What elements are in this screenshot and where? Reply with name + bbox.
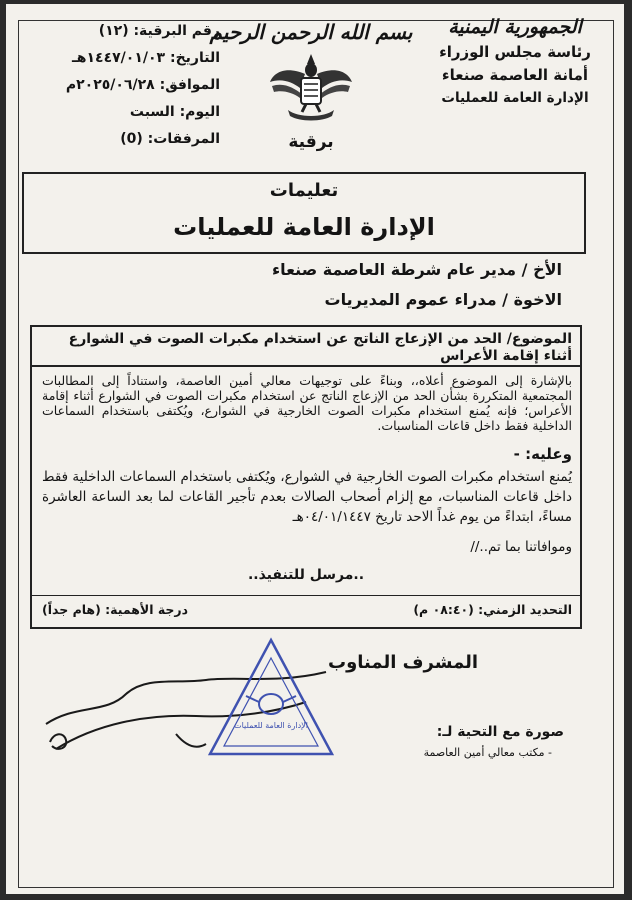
body-paragraph-2: يُمنع استخدام مكبرات الصوت الخارجية في الشوارع، ويُكتفى باستخدام السماعات الداخلية فقط داخل قاعات المناسبات، مع إلزام أصحاب الصالات بعدم تأجير القاعات لما بعد الساعة العاشرة مساءً، ابتداءً من يوم غداً الاحد تاريخ ٠٤/٠١/١٤٤٧هـ [42,469,572,525]
day-field: اليوم: السبت [129,104,220,120]
svg-text:الإدارة العامة للعمليات: الإدارة العامة للعمليات [234,721,308,730]
addressee-2: الاخوة / مدراء عموم المديريات [324,290,562,309]
body-box [30,325,582,629]
document-type-label: برقية [288,132,334,152]
hijri-date: التاريخ: ١٤٤٧/٠١/٠٣هـ [72,50,220,66]
copy-to-item: - مكتب معالي أمين العاصمة [423,746,552,759]
supervisor-title: المشرف المناوب [328,652,479,673]
header-emblem-block [206,20,416,152]
body-footer-row [32,595,580,626]
document-page [6,4,624,894]
header-ministry-block [420,16,610,106]
cabinet-name: رئاسة مجلس الوزراء [439,43,591,61]
attachments-field: المرفقات: (0) [120,131,220,147]
copy-to-label: صورة مع التحية لـ: [436,724,564,740]
body-paragraph-1: بالإشارة إلى الموضوع أعلاه،، وبناءً على توجيهات معالي أمين العاصمة، واستناداً إلى المطالبات المجتمعية المتكررة بشأن الحد من الإزعاج الناتج عن استخدام مكبرات الصوت في الشوارع أثناء إقامة الأعراس؛ فإنه يُمنع استخدام مكبرات الصوت الخارجية في الشوارع، ويُكتفى باستخدام السماعات الداخلية فقط داخل قاعات المناسبات. [42,373,572,433]
addressee-1: الأخ / مدير عام شرطة العاصمة صنعاء [271,260,562,279]
header-meta-block [20,18,220,153]
subject-line: الموضوع/ الحد من الإزعاج الناتج عن استخدام مكبرات الصوت في الشوارع أثناء إقامة الأعراس [32,327,580,367]
title-box [22,172,586,254]
time-designation: التحديد الزمني: (٠٨:٤٠ م) [413,602,572,617]
title-department: الإدارة العامة للعمليات [173,213,435,241]
closing-line: وموافاتنا بما تم..// [470,539,572,555]
operations-department: الإدارة العامة للعمليات [441,90,589,106]
basmala: بسم الله الرحمن الرحيم [209,20,413,44]
title-instructions: تعليمات [269,180,339,201]
yemen-eagle-emblem-icon [266,48,356,130]
therefore-heading: وعليه: - [513,445,572,463]
importance-level: درجة الأهمية: (هام جداً) [42,602,189,617]
telegram-number: رقم البرقية: (١٢) [98,23,220,39]
gregorian-date: الموافق: ٢٠٢٥/٠٦/٢٨م [65,77,220,93]
official-stamp [206,636,336,761]
republic-name: الجمهورية اليمنية [448,16,582,38]
sent-for-execution: ..مرسل للتنفيذ.. [247,567,365,583]
capital-secretariat: أمانة العاصمة صنعاء [441,66,589,84]
